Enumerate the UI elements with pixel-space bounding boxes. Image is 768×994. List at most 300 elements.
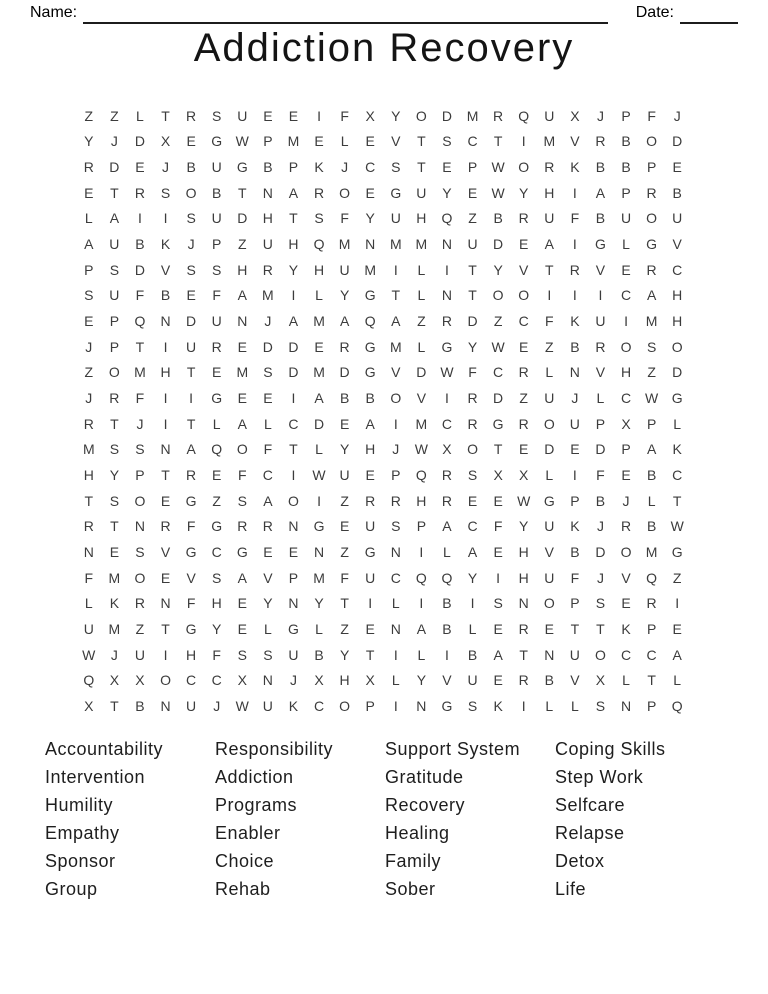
grid-letter: Z <box>340 544 349 561</box>
grid-letter: O <box>134 569 146 586</box>
grid-letter: J <box>213 698 221 715</box>
grid-letter: S <box>212 261 222 278</box>
grid-letter: M <box>389 338 402 355</box>
grid-letter: B <box>672 184 682 201</box>
grid-letter: T <box>340 595 349 612</box>
grid-letter: N <box>441 287 453 304</box>
grid-letter: S <box>595 595 606 612</box>
grid-letter: U <box>416 184 427 201</box>
grid-letter: T <box>135 338 145 355</box>
grid-letter: P <box>646 415 657 432</box>
grid-letter: Z <box>493 313 503 330</box>
grid-letter: E <box>212 364 222 381</box>
grid-letter: L <box>84 210 93 227</box>
grid-letter: O <box>288 492 299 509</box>
grid-letter: R <box>467 390 478 407</box>
word-list-item: Step Work <box>555 767 644 787</box>
grid-letter: F <box>493 518 503 535</box>
grid-letter: H <box>288 236 299 253</box>
grid-letter: L <box>622 236 630 253</box>
grid-letter: N <box>390 621 401 638</box>
grid-letter: Y <box>442 184 452 201</box>
grid-letter: G <box>211 133 223 150</box>
grid-letter: W <box>414 441 428 458</box>
grid-letter: P <box>646 159 657 176</box>
grid-letter: H <box>211 595 222 612</box>
grid-letter: G <box>492 415 504 432</box>
grid-letter: P <box>109 338 120 355</box>
grid-letter: Z <box>135 621 145 638</box>
grid-letter: D <box>493 236 504 253</box>
grid-letter: O <box>492 287 504 304</box>
grid-letter: F <box>186 595 196 612</box>
grid-letter: R <box>186 467 197 484</box>
grid-letter: O <box>518 287 530 304</box>
grid-letter: Y <box>365 210 375 227</box>
grid-letter: E <box>519 236 529 253</box>
grid-letter: P <box>212 236 222 253</box>
grid-letter: E <box>519 338 529 355</box>
grid-letter: D <box>339 364 350 381</box>
grid-letter: L <box>596 390 605 407</box>
grid-letter: G <box>211 518 223 535</box>
grid-letter: H <box>262 210 273 227</box>
grid-letter: Y <box>212 621 222 638</box>
grid-letter: L <box>545 698 554 715</box>
grid-letter: E <box>365 467 375 484</box>
grid-letter: E <box>493 544 503 561</box>
grid-letter: S <box>442 133 452 150</box>
grid-letter: N <box>83 544 94 561</box>
grid-letter: T <box>289 441 298 458</box>
grid-letter: J <box>110 133 118 150</box>
grid-letter: E <box>365 184 375 201</box>
grid-letter: S <box>467 698 478 715</box>
page-title: Addiction Recovery <box>193 26 575 70</box>
word-list-column <box>385 735 555 903</box>
grid-letter: I <box>675 595 680 612</box>
grid-letter: T <box>417 133 426 150</box>
grid-letter: R <box>646 595 657 612</box>
grid-letter: U <box>339 261 350 278</box>
grid-letter: N <box>441 236 453 253</box>
grid-letter: R <box>339 338 350 355</box>
grid-letter: L <box>212 415 221 432</box>
grid-letter: R <box>186 107 197 124</box>
grid-letter: B <box>646 518 657 535</box>
grid-letter: Z <box>672 569 682 586</box>
grid-letter: N <box>288 518 299 535</box>
grid-letter: X <box>519 467 529 484</box>
grid-letter: D <box>186 313 197 330</box>
grid-letter: T <box>468 287 477 304</box>
grid-letter: K <box>621 621 631 638</box>
grid-letter: E <box>263 544 273 561</box>
grid-letter: G <box>364 544 376 561</box>
grid-letter: E <box>672 159 682 176</box>
grid-letter: N <box>262 672 273 689</box>
grid-letter: Z <box>647 364 656 381</box>
grid-letter: X <box>109 672 120 689</box>
grid-letter: D <box>134 133 146 150</box>
grid-letter: J <box>264 313 272 330</box>
grid-letter: V <box>442 672 452 689</box>
grid-letter: R <box>134 595 146 612</box>
grid-letter: R <box>441 492 453 509</box>
grid-letter: G <box>441 338 453 355</box>
grid-letter: D <box>544 441 555 458</box>
grid-letter: V <box>391 133 401 150</box>
grid-letter: S <box>212 107 222 124</box>
grid-letter: P <box>84 261 94 278</box>
grid-letter: B <box>442 621 452 638</box>
grid-letter: O <box>543 595 555 612</box>
grid-letter: S <box>160 184 171 201</box>
grid-letter: I <box>163 338 168 355</box>
grid-letter: W <box>491 338 505 355</box>
grid-letter: G <box>313 518 325 535</box>
grid-letter: F <box>186 518 196 535</box>
grid-letter: I <box>470 595 475 612</box>
grid-letter: H <box>518 544 529 561</box>
grid-letter: G <box>364 364 376 381</box>
grid-letter: S <box>186 261 196 278</box>
grid-letter: R <box>211 338 222 355</box>
grid-letter: E <box>84 313 94 330</box>
grid-letter: E <box>288 544 299 561</box>
grid-letter: U <box>672 210 683 227</box>
grid-letter: W <box>440 364 454 381</box>
grid-letter: O <box>108 364 120 381</box>
grid-letter: M <box>466 107 479 124</box>
grid-letter: E <box>621 595 631 612</box>
grid-letter: G <box>390 184 402 201</box>
grid-letter: U <box>211 210 222 227</box>
grid-letter: E <box>237 595 247 612</box>
grid-letter: T <box>672 492 682 509</box>
grid-letter: G <box>595 236 606 253</box>
word-list-item: Empathy <box>45 823 120 843</box>
grid-letter: N <box>544 646 555 663</box>
grid-letter: F <box>647 107 656 124</box>
grid-letter: P <box>570 595 580 612</box>
date-blank-line <box>680 6 738 24</box>
grid-letter: Q <box>211 441 223 458</box>
grid-letter: B <box>544 672 554 689</box>
grid-letter: B <box>646 467 657 484</box>
grid-letter: L <box>315 441 323 458</box>
grid-letter: N <box>160 441 171 458</box>
grid-letter: C <box>467 133 478 150</box>
grid-letter: M <box>82 441 95 458</box>
grid-letter: D <box>416 364 427 381</box>
grid-letter: D <box>672 364 683 381</box>
grid-letter: M <box>338 236 351 253</box>
grid-letter: V <box>186 569 196 586</box>
grid-letter: C <box>262 467 273 484</box>
grid-letter: L <box>263 621 272 638</box>
grid-letter: I <box>624 313 628 330</box>
grid-letter: C <box>646 646 657 663</box>
grid-letter: H <box>672 313 683 330</box>
grid-letter: T <box>647 672 656 689</box>
grid-letter: E <box>493 672 503 689</box>
grid-letter: Q <box>415 569 427 586</box>
grid-letter: K <box>493 698 503 715</box>
grid-letter: P <box>288 569 299 586</box>
grid-letter: T <box>570 621 580 638</box>
grid-letter: I <box>317 107 321 124</box>
grid-letter: R <box>109 390 120 407</box>
grid-letter: S <box>237 646 247 663</box>
grid-letter: O <box>339 698 351 715</box>
grid-letter: L <box>417 261 426 278</box>
grid-letter: I <box>163 390 168 407</box>
grid-letter: E <box>467 184 478 201</box>
grid-letter: I <box>393 698 398 715</box>
grid-letter: J <box>85 390 93 407</box>
grid-letter: C <box>390 569 401 586</box>
grid-letter: L <box>315 621 323 638</box>
grid-letter: C <box>441 415 453 432</box>
grid-letter: T <box>186 415 196 432</box>
grid-letter: J <box>85 338 93 355</box>
grid-letter: R <box>646 184 657 201</box>
grid-letter: L <box>468 621 477 638</box>
grid-letter: V <box>595 364 606 381</box>
grid-letter: X <box>160 133 171 150</box>
grid-letter: F <box>84 569 94 586</box>
grid-letter: B <box>595 159 606 176</box>
grid-letter: M <box>287 133 300 150</box>
grid-letter: J <box>622 492 630 509</box>
grid-letter: T <box>365 646 375 663</box>
grid-letter: Q <box>83 672 95 689</box>
grid-letter: Q <box>364 313 376 330</box>
grid-letter: M <box>645 313 658 330</box>
grid-letter: C <box>672 467 683 484</box>
grid-letter: S <box>646 338 657 355</box>
grid-letter: R <box>237 518 248 535</box>
grid-letter: O <box>595 646 606 663</box>
grid-letter: E <box>263 390 273 407</box>
grid-letter: E <box>621 261 631 278</box>
grid-letter: E <box>493 621 503 638</box>
grid-letter: A <box>288 184 299 201</box>
word-list <box>45 735 748 903</box>
grid-letter: N <box>134 518 146 535</box>
word-list-item: Detox <box>555 851 605 871</box>
grid-letter: N <box>262 184 273 201</box>
grid-letter: S <box>467 467 478 484</box>
grid-letter: J <box>187 236 195 253</box>
name-label: Name: <box>30 4 78 21</box>
grid-letter: F <box>135 390 145 407</box>
grid-letter: J <box>596 107 604 124</box>
grid-letter: B <box>160 287 171 304</box>
grid-letter: W <box>235 133 249 150</box>
grid-letter: O <box>390 390 402 407</box>
word-list-column <box>215 735 385 903</box>
grid-letter: X <box>493 467 503 484</box>
grid-letter: X <box>595 672 606 689</box>
grid-letter: I <box>496 569 501 586</box>
grid-letter: A <box>493 646 503 663</box>
grid-letter: O <box>671 338 683 355</box>
grid-letter: U <box>390 210 401 227</box>
grid-letter: T <box>110 415 119 432</box>
grid-letter: H <box>416 210 427 227</box>
grid-letter: D <box>441 107 453 124</box>
grid-letter: R <box>83 159 94 176</box>
grid-letter: U <box>83 621 94 638</box>
grid-letter: N <box>518 595 529 612</box>
word-list-item: Healing <box>385 823 450 843</box>
grid-letter: V <box>570 672 580 689</box>
grid-letter: B <box>263 159 273 176</box>
grid-letter: S <box>263 364 273 381</box>
grid-letter: C <box>518 313 529 330</box>
grid-letter: W <box>235 698 249 715</box>
grid-letter: Q <box>441 569 453 586</box>
grid-letter: S <box>84 287 94 304</box>
grid-letter: C <box>620 646 632 663</box>
grid-letter: E <box>519 441 529 458</box>
grid-letter: I <box>419 544 424 561</box>
grid-letter: P <box>391 467 401 484</box>
grid-letter: I <box>393 261 398 278</box>
grid-letter: G <box>671 390 683 407</box>
grid-letter: T <box>519 646 528 663</box>
grid-letter: N <box>288 595 299 612</box>
grid-letter: J <box>162 159 170 176</box>
grid-letter: T <box>161 621 170 638</box>
word-list-item: Gratitude <box>385 767 464 787</box>
grid-letter: L <box>417 338 426 355</box>
grid-letter: Y <box>84 133 94 150</box>
word-list-column <box>555 735 748 903</box>
word-list-item: Rehab <box>215 879 271 899</box>
grid-letter: K <box>570 313 580 330</box>
grid-letter: E <box>314 133 324 150</box>
grid-letter: R <box>646 261 657 278</box>
grid-letter: R <box>595 338 606 355</box>
grid-letter: R <box>620 518 632 535</box>
grid-letter: Y <box>467 338 478 355</box>
grid-letter: N <box>416 698 427 715</box>
grid-letter: V <box>519 261 529 278</box>
grid-letter: J <box>289 672 297 689</box>
grid-letter: H <box>160 364 171 381</box>
grid-letter: I <box>521 698 526 715</box>
grid-letter: P <box>416 518 427 535</box>
grid-letter: P <box>621 107 631 124</box>
grid-letter: F <box>340 210 349 227</box>
grid-letter: H <box>365 441 376 458</box>
grid-letter: F <box>545 313 554 330</box>
word-list-item: Enabler <box>215 823 281 843</box>
grid-letter: V <box>391 364 401 381</box>
grid-letter: K <box>672 441 682 458</box>
grid-letter: L <box>443 544 451 561</box>
grid-letter: I <box>598 287 603 304</box>
grid-letter: D <box>595 441 606 458</box>
word-list-item: Selfcare <box>555 795 626 815</box>
grid-letter: P <box>595 415 606 432</box>
grid-letter: F <box>570 210 580 227</box>
grid-letter: E <box>544 621 554 638</box>
grid-letter: V <box>621 569 631 586</box>
grid-letter: I <box>291 390 296 407</box>
grid-letter: E <box>160 569 171 586</box>
grid-letter: T <box>468 261 477 278</box>
grid-letter: J <box>392 441 400 458</box>
grid-letter: Z <box>519 390 528 407</box>
grid-letter: H <box>672 287 683 304</box>
grid-letter: L <box>136 107 144 124</box>
grid-letter: B <box>212 184 222 201</box>
grid-letter: M <box>364 261 377 278</box>
grid-letter: Q <box>671 698 683 715</box>
grid-letter: H <box>620 364 632 381</box>
grid-letter: I <box>547 287 552 304</box>
grid-letter: I <box>572 236 577 253</box>
grid-letter: N <box>160 595 171 612</box>
grid-letter: B <box>595 210 606 227</box>
word-list-item: Choice <box>215 851 275 871</box>
grid-letter: D <box>134 261 146 278</box>
word-list-item: Humility <box>45 795 114 815</box>
grid-letter: G <box>185 621 197 638</box>
grid-letter: K <box>314 159 324 176</box>
grid-letter: X <box>570 107 580 124</box>
grid-letter: X <box>135 672 145 689</box>
grid-letter: S <box>595 698 606 715</box>
grid-letter: P <box>109 313 120 330</box>
grid-letter: N <box>160 313 171 330</box>
grid-letter: A <box>391 313 401 330</box>
grid-letter: U <box>237 107 248 124</box>
word-list-item: Support System <box>385 739 521 759</box>
grid-letter: L <box>417 646 426 663</box>
grid-letter: I <box>445 261 449 278</box>
grid-letter: F <box>212 287 221 304</box>
grid-letter: A <box>237 569 247 586</box>
grid-letter: X <box>365 107 375 124</box>
grid-letter: W <box>670 518 684 535</box>
grid-letter: B <box>442 595 452 612</box>
word-list-item: Group <box>45 879 98 899</box>
grid-letter: K <box>160 236 171 253</box>
grid-letter: I <box>291 287 296 304</box>
grid-letter: I <box>393 415 398 432</box>
grid-letter: H <box>518 569 529 586</box>
grid-letter: W <box>517 492 531 509</box>
header <box>30 4 738 24</box>
grid-letter: G <box>671 544 683 561</box>
grid-letter: U <box>544 518 555 535</box>
grid-letter: A <box>237 415 247 432</box>
grid-letter: E <box>263 107 273 124</box>
grid-letter: C <box>211 544 222 561</box>
grid-letter: U <box>569 646 580 663</box>
grid-letter: H <box>237 261 248 278</box>
grid-letter: B <box>365 390 375 407</box>
grid-letter: E <box>493 492 503 509</box>
grid-letter: U <box>595 313 606 330</box>
grid-letter: D <box>493 390 504 407</box>
grid-letter: Q <box>441 210 453 227</box>
